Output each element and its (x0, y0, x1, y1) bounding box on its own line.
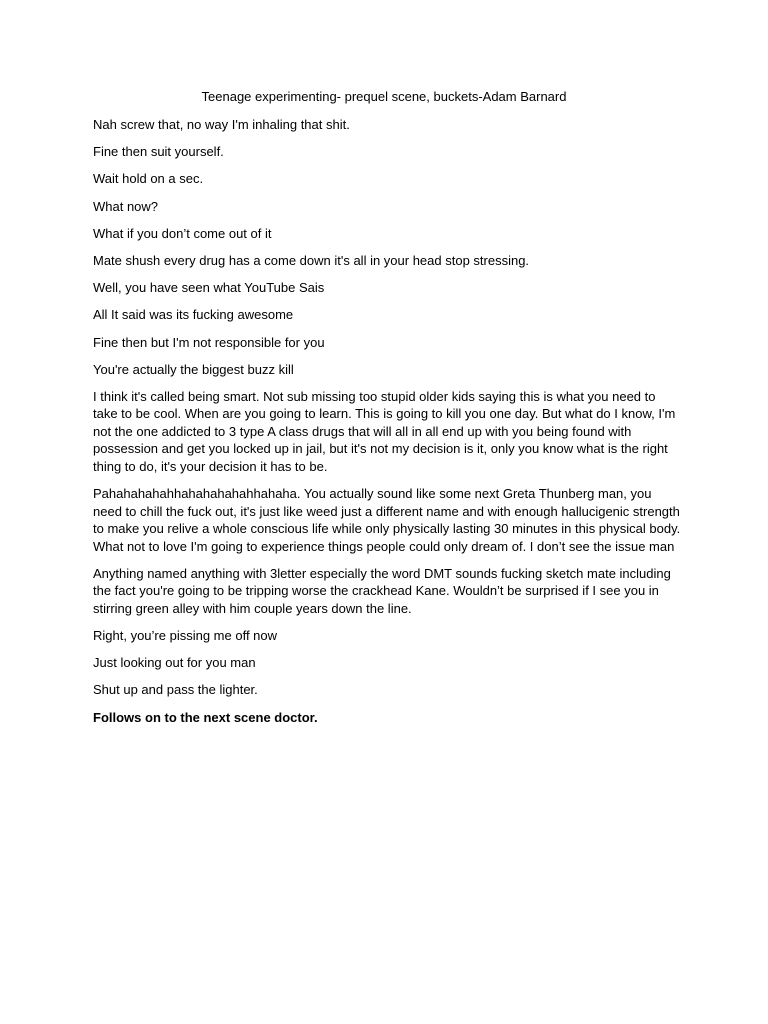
dialogue-line: Wait hold on a sec. (93, 171, 204, 187)
dialogue-line: Fine then but I'm not responsible for you (93, 334, 325, 350)
document-body (93, 116, 683, 736)
closing-note: Follows on to the next scene doctor. (93, 709, 318, 725)
dialogue-line: Well, you have seen what YouTube Sais (93, 280, 325, 296)
dialogue-line: Mate shush every drug has a come down it's all in your head stop stressing. (93, 252, 530, 268)
dialogue-line: All It said was its fucking awesome (93, 307, 294, 323)
dialogue-line: Right, you’re pissing me off now (93, 627, 278, 643)
dialogue-line: You're actually the biggest buzz kill (93, 361, 294, 377)
dialogue-line: Just looking out for you man (93, 655, 256, 671)
document-title: Teenage experimenting- prequel scene, buckets-Adam Barnard (201, 89, 567, 104)
dialogue-paragraph: Anything named anything with 3letter especially the word DMT sounds fucking sketch mate including the fact you're going to be tripping worse the crackhead Kane. Wouldn’t be surprised if I see you in stirring green alley with him couple years down the line. (93, 565, 671, 616)
dialogue-line: What if you don’t come out of it (93, 225, 272, 241)
dialogue-line: Shut up and pass the lighter. (93, 682, 258, 698)
dialogue-paragraph: Pahahahahahhahahahahahhahaha. You actually sound like some next Greta Thunberg man, you need to chill the fuck out, it's just like weed just a different name and with enough hallucigenic strength to make you relive a whole conscious life while only physically lasting 30 minutes in this physical body. What not to love I'm going to experience things people could only dream of. I don’t see the issue man (93, 486, 681, 554)
dialogue-paragraph: I think it's called being smart. Not sub missing too stupid older kids saying this is what you need to take to be cool. When are you going to learn. This is going to kill you one day. But what do I know, I'm not the one addicted to 3 type A class drugs that will all in all end up with you being found with possession and get you locked up in jail, but it's not my decision is it, only you know what is the right thing to do, it's your decision it has to be. (93, 388, 676, 474)
dialogue-line: What now? (93, 198, 159, 214)
dialogue-line: Nah screw that, no way I'm inhaling that shit. (93, 117, 350, 132)
dialogue-line: Fine then suit yourself. (93, 144, 224, 160)
